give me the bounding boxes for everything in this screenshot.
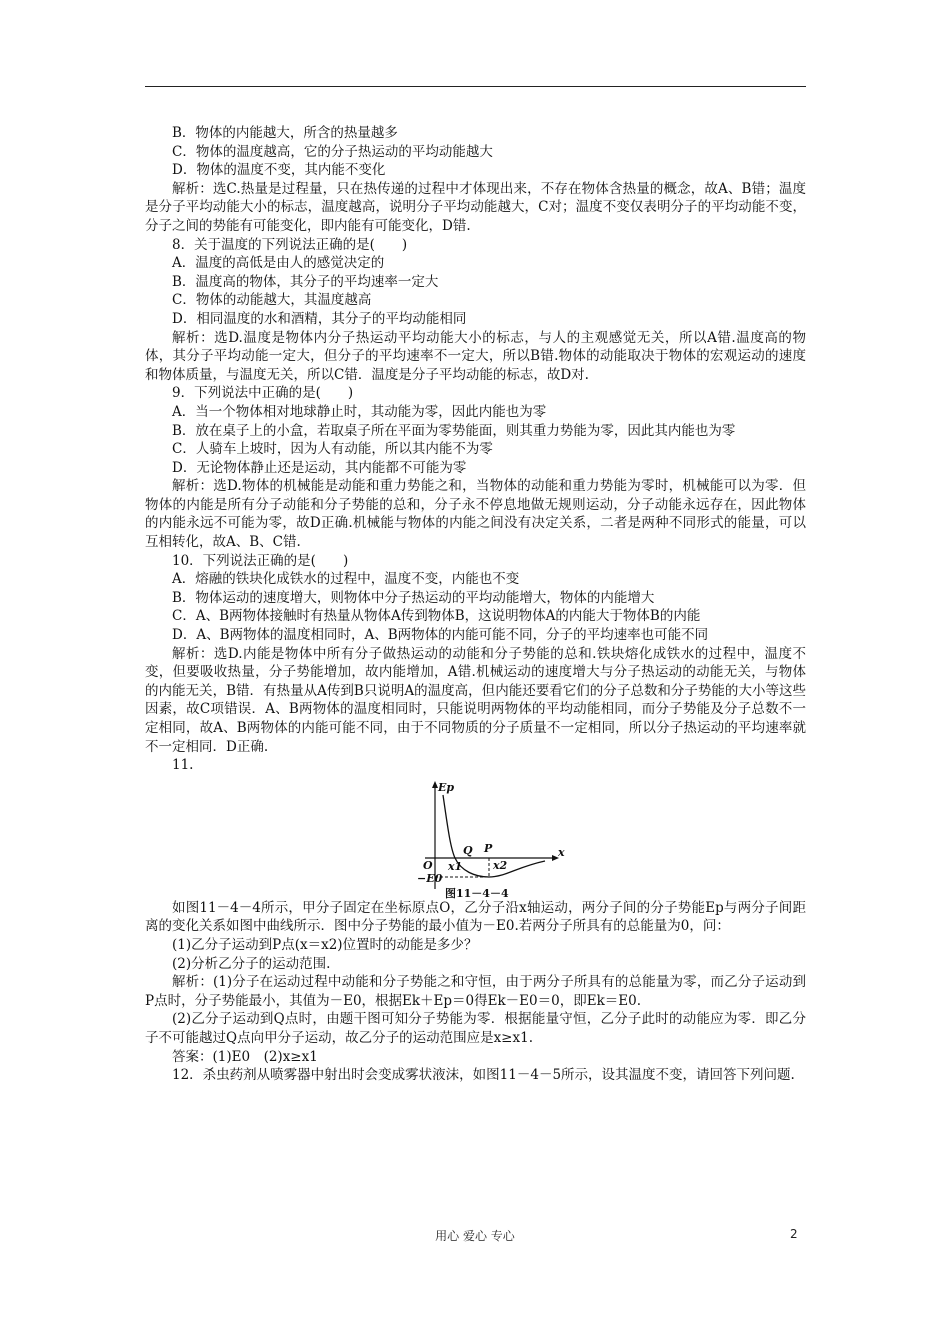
text-line: C．物体的温度越高，它的分子热运动的平均动能越大 xyxy=(172,143,493,160)
text-line: A．熔融的铁块化成铁水的过程中，温度不变，内能也不变 xyxy=(172,571,520,588)
figure-caption: 图11－4－4 xyxy=(445,886,509,899)
text-line: (1)乙分子运动到P点(x＝x2)位置时的动能是多少？ xyxy=(172,936,478,953)
text-line: D．物体的温度不变，其内能不变化 xyxy=(172,162,386,179)
text-line: C．人骑车上坡时，因为人有动能，所以其内能不为零 xyxy=(172,441,493,458)
text-line: (2)乙分子运动到Q点时，由题干图可知分子势能为零．根据能量守恒，乙分子此时的动能应为零．即乙分子不可能越过Q点向甲分子运动，故乙分子的运动范围应是x≥x1. xyxy=(145,1011,806,1046)
neg-e0-label: −E0 xyxy=(417,871,443,885)
text-line: 11. xyxy=(172,757,194,774)
text-line: 解析：选C.热量是过程量，只在热传递的过程中才体现出来，不存在物体含热量的概念，故A、B错；温度是分子平均动能大小的标志，温度越高，说明分子平均动能越大，C对；温度不变仅表明分子的平均动能不变，分子之间的势能有可能变化，即内能有可能变化，D错. xyxy=(145,180,806,234)
text-line: B．物体的内能越大，所含的热量越多 xyxy=(172,125,398,141)
text-line: A．温度的高低是由人的感觉决定的 xyxy=(172,255,385,272)
p-point-label: P xyxy=(484,841,493,855)
text-line: 8．关于温度的下列说法正确的是( ) xyxy=(172,236,408,253)
text-line: 12．杀虫药剂从喷雾器中射出时会变成雾状液沫，如图11－4－5所示，设其温度不变，请回答下列问题. xyxy=(172,1067,795,1084)
q-point-label: Q xyxy=(463,843,473,857)
x1-label: x1 xyxy=(448,859,463,873)
text-line: B．物体运动的速度增大，则物体中分子热运动的平均动能增大，物体的内能增大 xyxy=(172,589,655,606)
text-line: (2)分析乙分子的运动范围. xyxy=(172,955,331,972)
text-line: 10．下列说法正确的是( ) xyxy=(172,552,349,569)
text-line: C．A、B两物体接触时有热量从物体A传到物体B，这说明物体A的内能大于物体B的内能 xyxy=(172,608,701,625)
text-line: C．物体的动能越大，其温度越高 xyxy=(172,292,372,309)
footer-slogan: 用心 爱心 专心 xyxy=(435,1229,515,1243)
x2-label: x2 xyxy=(493,858,508,872)
text-before-figure xyxy=(145,124,806,775)
text-line: 如图11－4－4所示，甲分子固定在坐标原点O，乙分子沿x轴运动，两分子间的分子势能Ep与两分子间距离的变化关系如图中曲线所示．图中分子势能的最小值为－E0.若两分子所具有的总能量为0，问： xyxy=(145,899,806,935)
potential-energy-graph xyxy=(417,777,577,899)
text-line: 答案：(1)E0 (2)x≥x1 xyxy=(172,1048,318,1065)
text-line: 解析：(1)分子在运动过程中动能和分子势能之和守恒，由于两分子所具有的总能量为零，而乙分子运动到P点时，分子势能最小，其值为－E0，根据Ek＋Ep＝0得Ek－E0＝0，即Ek＝E0. xyxy=(145,974,806,1009)
text-line: B．温度高的物体，其分子的平均速率一定大 xyxy=(172,273,439,290)
text-line: D．相同温度的水和酒精，其分子的平均动能相同 xyxy=(172,310,467,327)
x-axis-label: x xyxy=(558,845,565,859)
text-line: 解析：选D.物体的机械能是动能和重力势能之和，当物体的动能和重力势能为零时，机械能可以为零．但物体的内能是所有分子动能和分子势能的总和，分子永不停息地做无规则运动，分子动能永远存在，因此物体的内能永远不可能为零，故D正确.机械能与物体的内能之间没有决定关系，二者是两种不同形式的能量，可以互相转化，故A、B、C错. xyxy=(145,478,806,551)
y-axis-label: Ep xyxy=(438,780,455,794)
text-after-figure xyxy=(145,899,806,1085)
text-line: D．无论物体静止还是运动，其内能都不可能为零 xyxy=(172,459,467,476)
origin-label: O xyxy=(423,858,433,872)
text-line: 解析：选D.内能是物体中所有分子做热运动的动能和分子势能的总和.铁块熔化成铁水的过程中，温度不变，但要吸收热量，分子势能增加，故内能增加，A错.机械运动的速度增大与分子热运动的动能无关，与物体的内能无关，B错．有热量从A传到B只说明A的温度高，但内能还要看它们的分子总数和分子势能的大小等这些因素，故C项错误．A、B两物体的温度相同时，只能说明两物体的平均动能相同，而分子势能及分子总数不一定相同，故A、B两物体的内能可能不同，由于不同物质的分子质量不一定相同，所以分子热运动的平均速率就不一定相同．D正确. xyxy=(145,645,806,755)
text-line: B．放在桌子上的小盒，若取桌子所在平面为零势能面，则其重力势能为零，因此其内能也为零 xyxy=(172,422,736,439)
page-number: 2 xyxy=(790,1227,798,1241)
energy-curve-figure xyxy=(145,777,806,899)
text-line: 解析：选D.温度是物体内分子热运动平均动能大小的标志，与人的主观感觉无关，所以A错.温度高的物体，其分子平均动能一定大，但分子的平均速率不一定大，所以B错.物体的动能取决于物体的宏观运动的速度和物体质量，与温度无关，所以C错．温度是分子平均动能的标志，故D对. xyxy=(145,329,806,383)
header-rule xyxy=(145,86,806,87)
document-body xyxy=(145,124,806,1085)
text-line: 9．下列说法中正确的是( ) xyxy=(172,385,354,402)
text-line: D．A、B两物体的温度相同时，A、B两物体的内能可能不同，分子的平均速率也可能不同 xyxy=(172,627,709,644)
text-line: A．当一个物体相对地球静止时，其动能为零，因此内能也为零 xyxy=(172,403,547,420)
